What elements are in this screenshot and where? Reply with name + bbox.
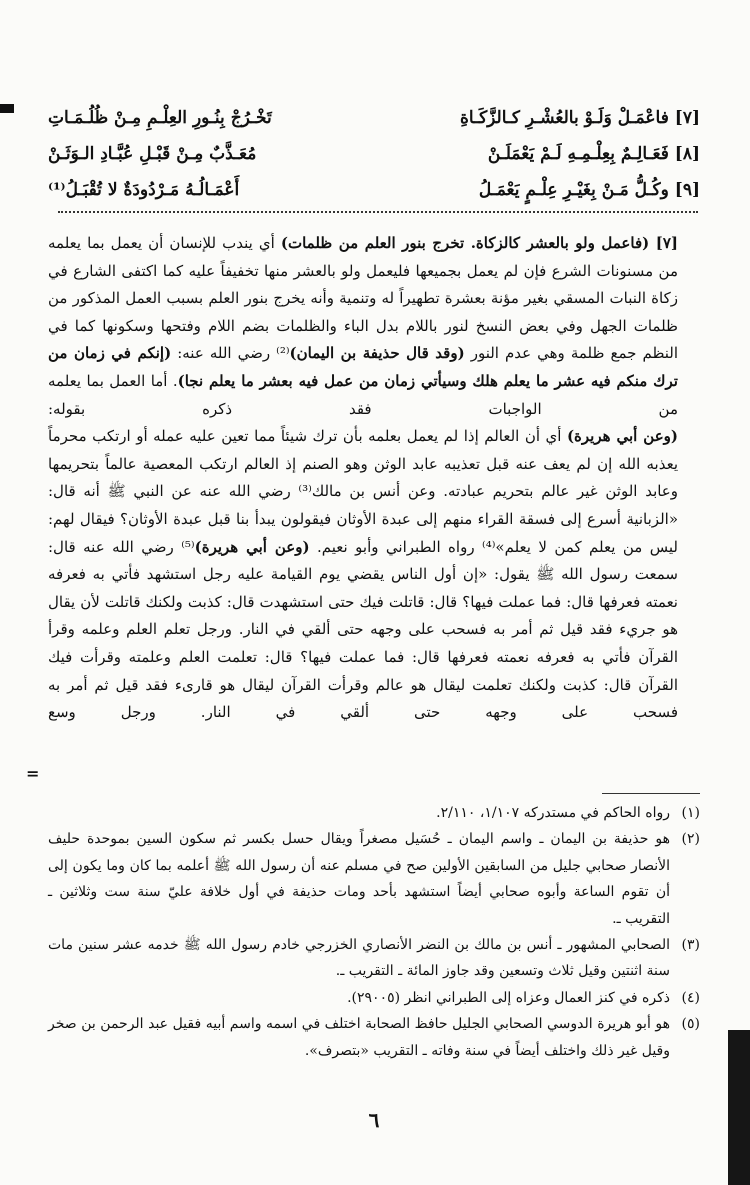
verses-block <box>48 100 700 208</box>
footnote-separator <box>602 793 700 794</box>
page-number: ٦ <box>368 1108 380 1132</box>
scan-edge-mark <box>0 104 14 113</box>
verse-first-hemistich: [٧] فاعْمَـلْ وَلَـوْ بالعُشْـرِ كـالزَّكَـاةِ <box>460 108 700 128</box>
footnotes <box>48 800 700 1064</box>
verse-row <box>48 136 700 172</box>
verse-second-hemistich: تَخْـرُجْ بِنُـورِ العِلْـمِ مِـنْ ظُلُـمَـاتِ <box>48 108 272 128</box>
commentary-paragraph-7: [٧] (فاعمل ولو بالعشر كالزكاة. تخرج بنور العلم من ظلمات) أي يندب للإنسان أن يعمل بما يعلمه من مسنونات الشرع فإن لم يعمل بجميعها فليعمل ولو بالعشر منها تخفيفاً عليه كما اكتفى الشارع في زكاة النبات المسقي بغير مؤنة بعشرة تطهيراً له وتنمية وأنه يخرج بنور العلم بسبب العمل المذكور من ظلمات الجهل وفي بعض النسخ لنور باللام بدل الباء والظلمات بضم اللام وفتحها وسكونها كما في النظم جمع ظلمة وهي عدم النور (وقد قال حذيفة بن اليمان)⁽²⁾ رضي الله عنه: (إنكم في زمان من ترك منكم فيه عشر ما يعلم هلك وسيأتي زمان من عمل فيه بعشر ما يعلم نجا). أما العمل بما يعلمه من الواجبات فقد ذكره بقوله: <box>48 234 679 418</box>
footnote: (٢) هو حذيفة بن اليمان ـ واسم اليمان ـ حُسَيل مصغراً ويقال حسل بكسر ثم سكون السين بموحدة حليف الأنصار صحابي جليل من السابقين الأولين صح في مسلم عنه أن رسول الله ﷺ أعلمه بما كان وما يكون إلى أن تقوم الساعة وأبوه صحابي أيضاً استشهد بأحد ومات حذيفة في أول خلافة عليّ سنة ست وثلاثين ـ التقريب ـ. <box>48 831 700 927</box>
commentary-paragraph-8: (وعن أبي هريرة) أي أن العالم إذا لم يعمل بعلمه بأن ترك شيئاً مما تعين عليه عمله أو ارتكب محرماً يعذبه الله إن لم يعف عنه قبل تعذيبه عابد الوثن وهو الصنم إذ العالم ارتكب المعصية عالماً بتحريمها وعابد الوثن غير عالم بتحريم عبادته. وعن أنس بن مالك⁽³⁾ رضي الله عنه عن النبي ﷺ أنه قال: «الزبانية أسرع إلى فسقة القراء منهم إلى عبدة الأوثان فيقولون يبدأ بنا قبل عبدة الأوثان؟ فيقال لهم: ليس من يعلم كمن لا يعلم»⁽⁴⁾ رواه الطبراني وأبو نعيم. (وعن أبي هريرة)⁽⁵⁾ رضي الله عنه قال: سمعت رسول الله ﷺ يقول: «إن أول الناس يقضي يوم القيامة عليه رجل استشهد فأتي به فعرفه نعمته فعرفها قال: فما عملت فيها؟ قال: قاتلت فيك حتى استشهدت قال: كذبت ولكنك قاتلت لأن يقال هو جريء فقد قيل ثم أمر به فسحب على وجهه حتى ألقي في النار. ورجل تعلم العلم وعلمه وقرأ القرآن فأتي به فعرفه نعمته فعرفها قال: فما عملت فيها؟ قال: تعلمت العلم وعلمته وقرأت فيك القرآن قال: كذبت ولكنك تعلمت ليقال هو عالم وقرأت القرآن ليقال هو قارىء فقد قيل ثم أمر به فسحب على وجهه حتى ألقي في النار. ورجل وسع <box>48 427 679 722</box>
verse-row <box>48 100 700 136</box>
verse-second-hemistich: مُعَـذَّبٌ مِـنْ قَبْـلِ عُبَّـادِ الـوَثَـنْ <box>48 144 257 164</box>
verse-first-hemistich: [٩] وكُـلُّ مَـنْ بِغَيْـرِ عِلْـمٍ يَعْمَـلُ <box>478 180 700 200</box>
footnote: (١) رواه الحاكم في مستدركه ١/١٠٧، ٢/١١٠. <box>436 805 700 821</box>
footnote: (٤) ذكره في كنز العمال وعزاه إلى الطبراني انظر (٢٩٠٠٥). <box>347 989 700 1006</box>
verse-first-hemistich: [٨] فَعَـالِـمٌ بِعِلْـمِـهِ لَـمْ يَعْمَلَـنْ <box>487 144 700 164</box>
commentary-text <box>48 230 700 727</box>
continuation-mark: = <box>26 764 40 783</box>
footnote: (٥) هو أبو هريرة الدوسي الصحابي الجليل حافظ الصحابة اختلف في اسمه واسم أبيه فقيل عبد الرحمن بن صخر وقيل غير ذلك واختلف أيضاً في سنة وفاته ـ التقريب «بتصرف». <box>48 1016 700 1059</box>
verse-row <box>48 172 700 208</box>
footnote: (٣) الصحابي المشهور ـ أنس بن مالك بن النضر الأنصاري الخزرجي خادم رسول الله ﷺ خدمه عشر سنين مات سنة اثنتين وقيل ثلاث وتسعين وقد جاوز المائة ـ التقريب ـ. <box>48 937 700 980</box>
book-page <box>48 0 700 1185</box>
scan-edge-shadow <box>728 1030 750 1185</box>
verse-second-hemistich: أَعْمَـالُـهُ مَـرْدُودَةٌ لا تُقْبَـلُ⁽¹⁾ <box>48 180 240 200</box>
dotted-separator <box>58 211 698 213</box>
